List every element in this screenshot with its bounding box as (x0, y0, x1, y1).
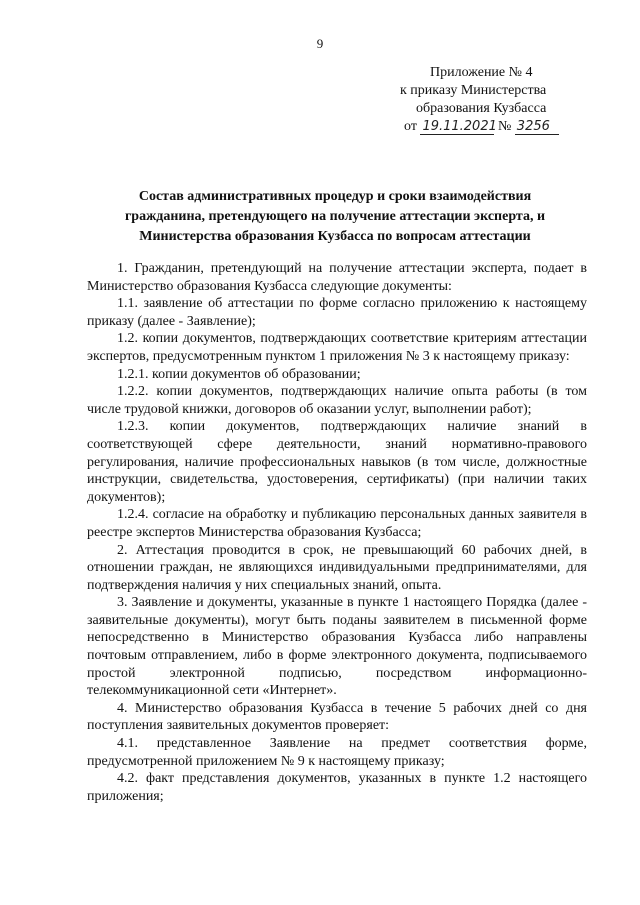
appendix-line-2: к приказу Министерства (400, 83, 547, 98)
number-label: № (497, 119, 512, 134)
paragraph-1-2-3: 1.2.3. копии документов, подтверждающих наличие знаний в соответствующей сфере деятельности, знаний нормативно-правового регулирования, наличие профессиональных навыков (в том числе, должностные инструкции, свидетельства, удостоверения, сертификаты) (при наличии таких документов); (87, 419, 587, 505)
paragraph-1: 1. Гражданин, претендующий на получение аттестации эксперта, подает в Министерство образования Кузбасса следующие документы: (87, 261, 587, 294)
appendix-block (398, 64, 588, 136)
paragraph-2: 2. Аттестация проводится в срок, не превышающий 60 рабочих дней, в отношении граждан, не являющихся индивидуальными предпринимателями, для подтверждения наличия у них специальных знаний, опыта. (87, 542, 587, 593)
handwritten-number: 3256 (515, 120, 559, 135)
appendix-date-line (398, 118, 588, 136)
title-line-3: Министерства образования Кузбасса по вопросам аттестации (139, 229, 531, 244)
page-number: 9 (316, 36, 324, 51)
appendix-line-1: Приложение № 4 (430, 65, 533, 80)
paragraph-4-2: 4.2. факт представления документов, указанных в пункте 1.2 настоящего приложения; (87, 771, 587, 804)
from-label: от (404, 119, 417, 134)
paragraph-1-2-4: 1.2.4. согласие на обработку и публикацию персональных данных заявителя в реестре экспертов Министерства образования Кузбасса; (87, 507, 587, 540)
document-title (90, 187, 580, 247)
paragraph-1-2-2: 1.2.2. копии документов, подтверждающих наличие опыта работы (в том числе трудовой книжки, договоров об оказании услуг, выполнении работ); (87, 384, 587, 417)
title-line-2: гражданина, претендующего на получение аттестации эксперта, и (124, 209, 546, 224)
paragraph-3: 3. Заявление и документы, указанные в пункте 1 настоящего Порядка (далее - заявительные документы), могут быть поданы заявителем в письменной форме непосредственно в Министерство образования Кузбасса либо направлены почтовым отправлением, либо в форме электронного документа, подписываемого простой электронной подписью, посредством информационно-телекоммуникационной сети «Интернет». (87, 595, 587, 699)
paragraph-4-1: 4.1. представленное Заявление на предмет соответствия форме, предусмотренной приложением № 9 к настоящему приказу; (87, 736, 587, 769)
paragraph-4: 4. Министерство образования Кузбасса в течение 5 рабочих дней со дня поступления заявительных документов проверяет: (87, 700, 587, 734)
paragraph-1-2: 1.2. копии документов, подтверждающих соответствие критериям аттестации экспертов, предусмотренным пунктом 1 приложения № 3 к настоящему приказу: (87, 331, 587, 364)
paragraph-1-1: 1.1. заявление об аттестации по форме согласно приложению к настоящему приказу (далее - Заявление); (87, 296, 587, 329)
document-body (87, 260, 587, 805)
appendix-line-3: образования Кузбасса (416, 101, 547, 116)
handwritten-date: 19.11.2021 (422, 119, 497, 134)
paragraph-1-2-1: 1.2.1. копии документов об образовании; (117, 366, 361, 382)
title-line-1: Состав административных процедур и сроки взаимодействия (138, 189, 532, 204)
